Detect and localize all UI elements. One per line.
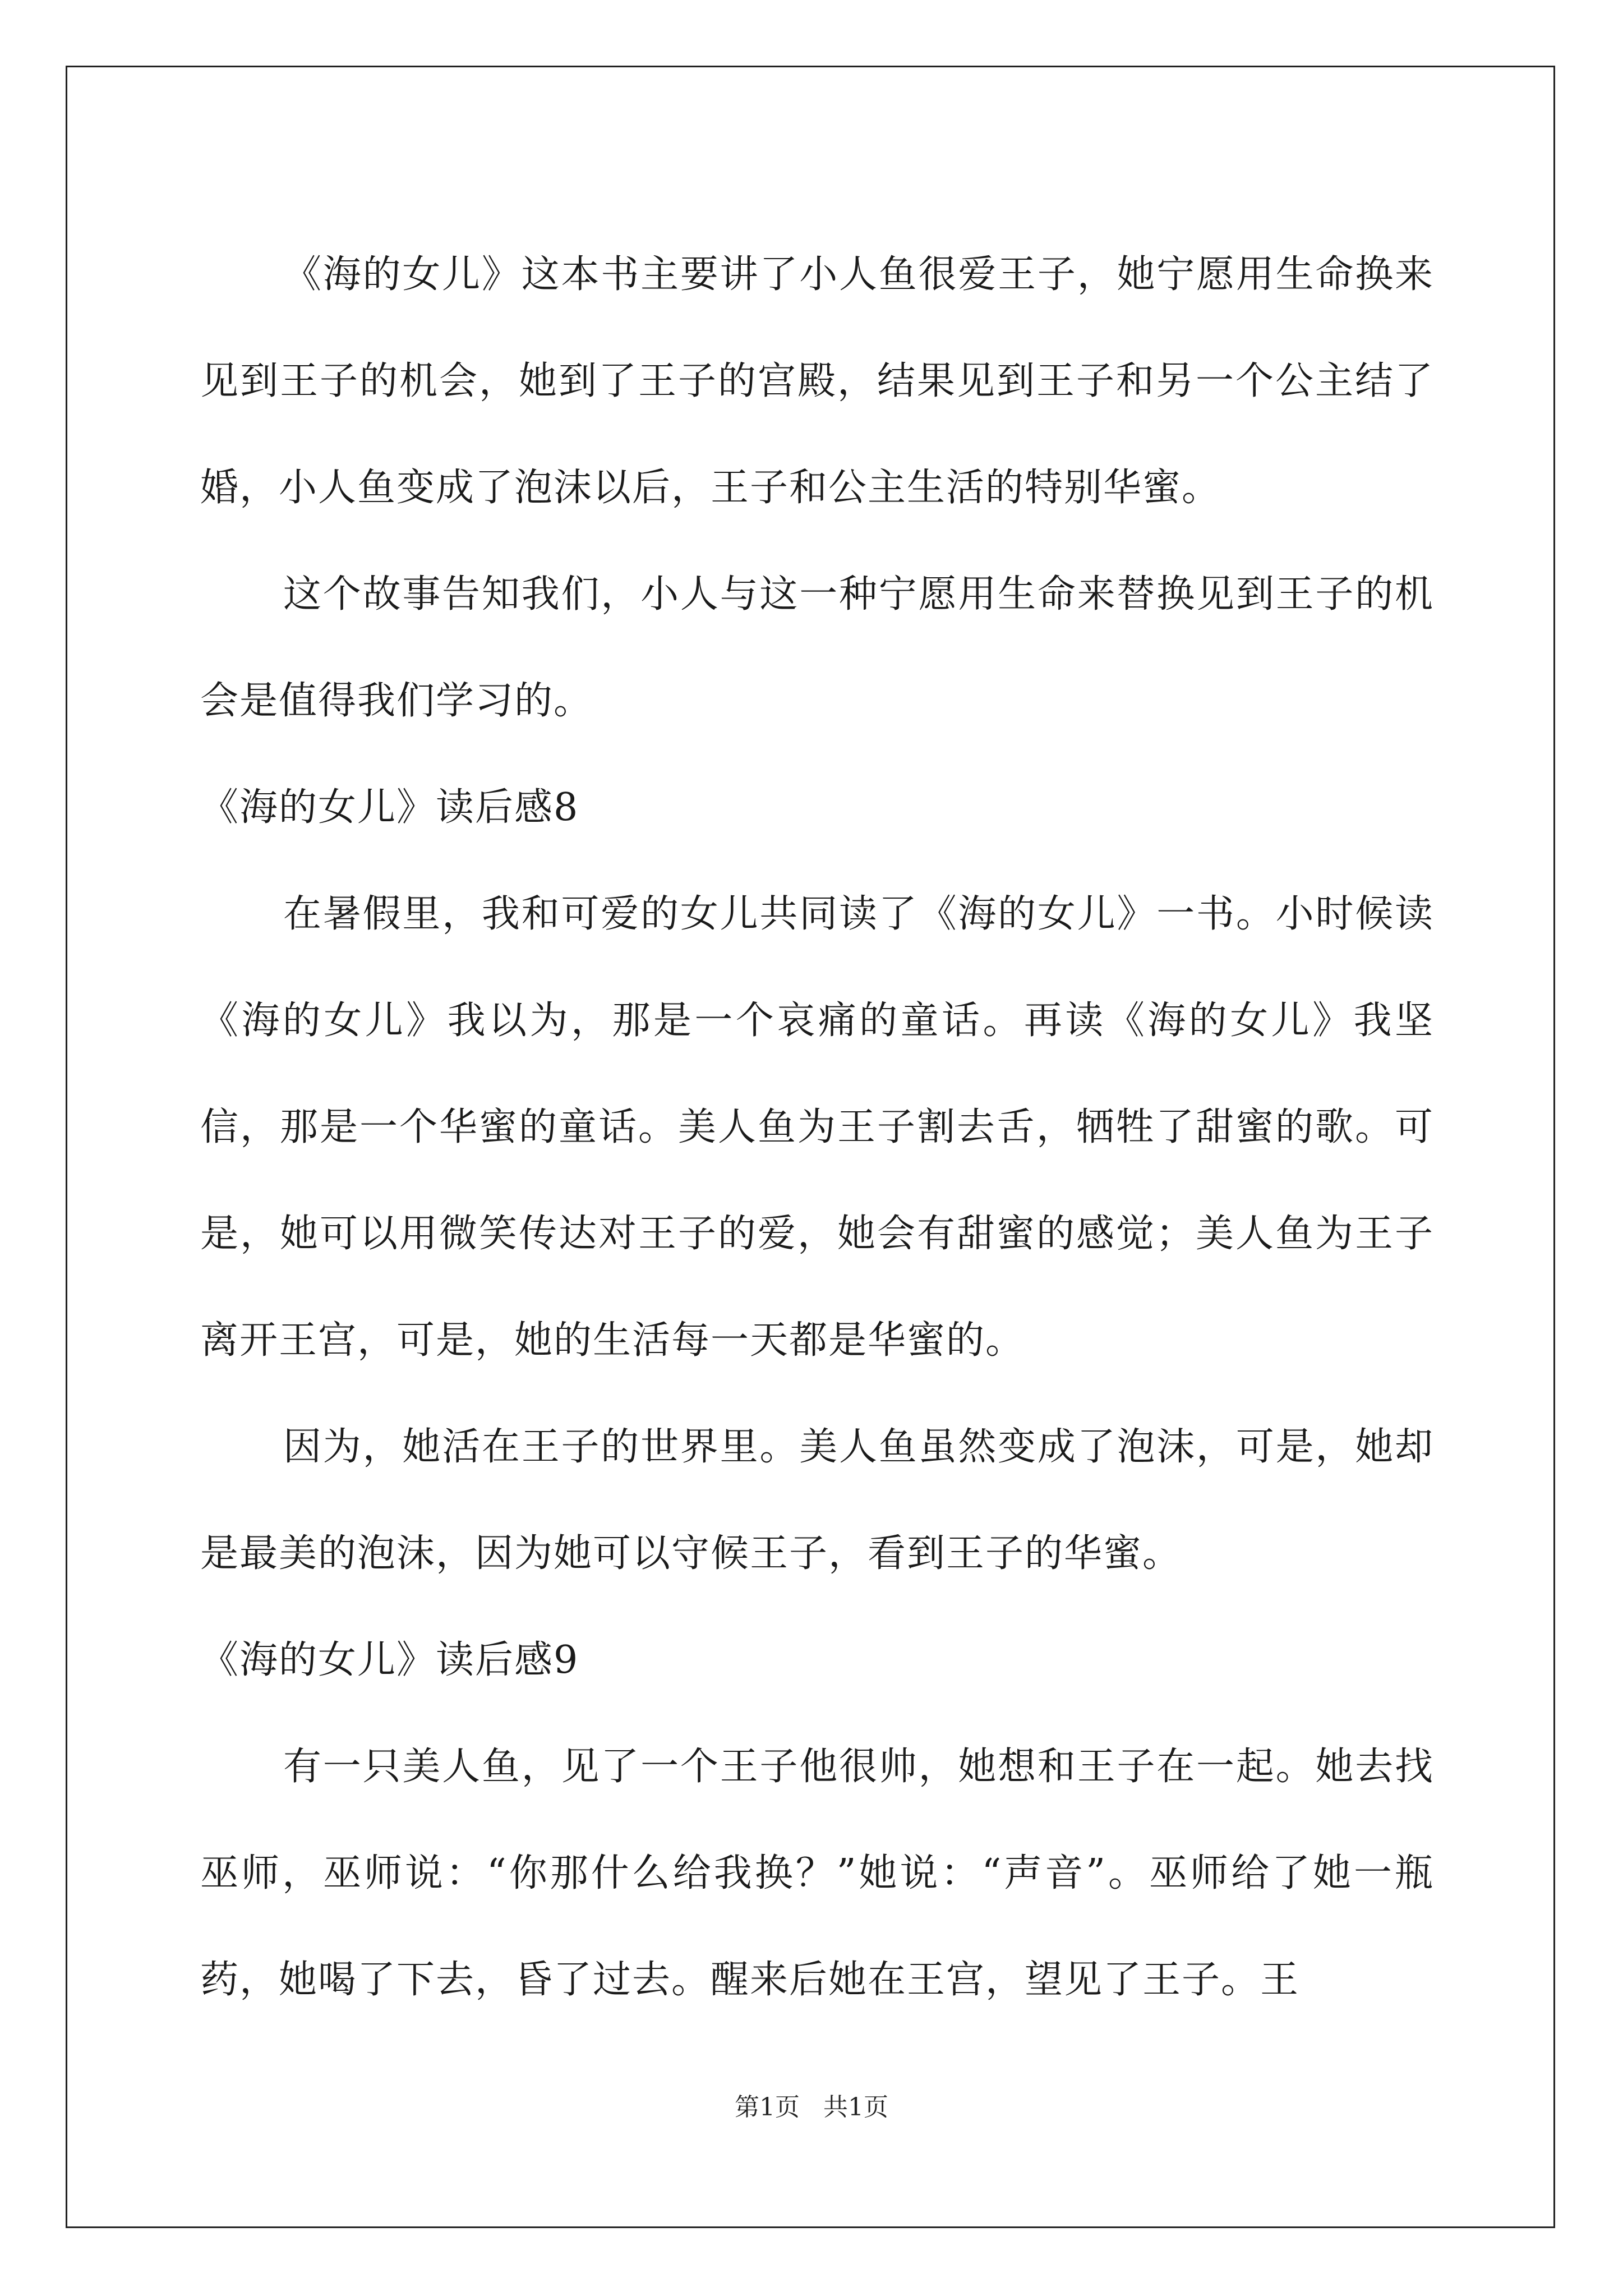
paragraph: 这个故事告知我们，小人与这一种宁愿用生命来替换见到王子的机会是值得我们学习的。	[200, 572, 1434, 723]
paragraph: 在暑假里，我和可爱的女儿共同读了《海的女儿》一书。小时候读《海的女儿》我以为，那是一个哀痛的童话。再读《海的女儿》我坚信，那是一个华蜜的童话。美人鱼为王子割去舌，牺牲了甜蜜的歌。可是，她可以用微笑传达对王子的爱，她会有甜蜜的感觉；美人鱼为王子离开王宫，可是，她的生活每一天都是华蜜的。	[200, 892, 1434, 1363]
page-number: 第1页	[735, 2093, 800, 2122]
section-heading: 《海的女儿》读后感8	[200, 785, 579, 830]
paragraph: 有一只美人鱼，见了一个王子他很帅，她想和王子在一起。她去找巫师，巫师说：“你那什么给我换？”她说：“声音”。巫师给了她一瓶药，她喝了下去，昏了过去。醒来后她在王宫，望见了王子。王	[200, 1745, 1434, 2002]
paragraph: 《海的女儿》这本书主要讲了小人鱼很爱王子，她宁愿用生命换来见到王子的机会，她到了王子的宫殿，结果见到王子和另一个公主结了婚，小人鱼变成了泡沫以后，王子和公主生活的特别华蜜。	[200, 252, 1434, 510]
section-heading: 《海的女儿》读后感9	[200, 1638, 579, 1682]
page-total: 共1页	[823, 2093, 888, 2122]
document-body	[200, 222, 1434, 2033]
page-footer	[0, 2087, 1623, 2123]
paragraph: 因为，她活在王子的世界里。美人鱼虽然变成了泡沫，可是，她却是最美的泡沫，因为她可以守候王子，看到王子的华蜜。	[200, 1425, 1434, 1576]
